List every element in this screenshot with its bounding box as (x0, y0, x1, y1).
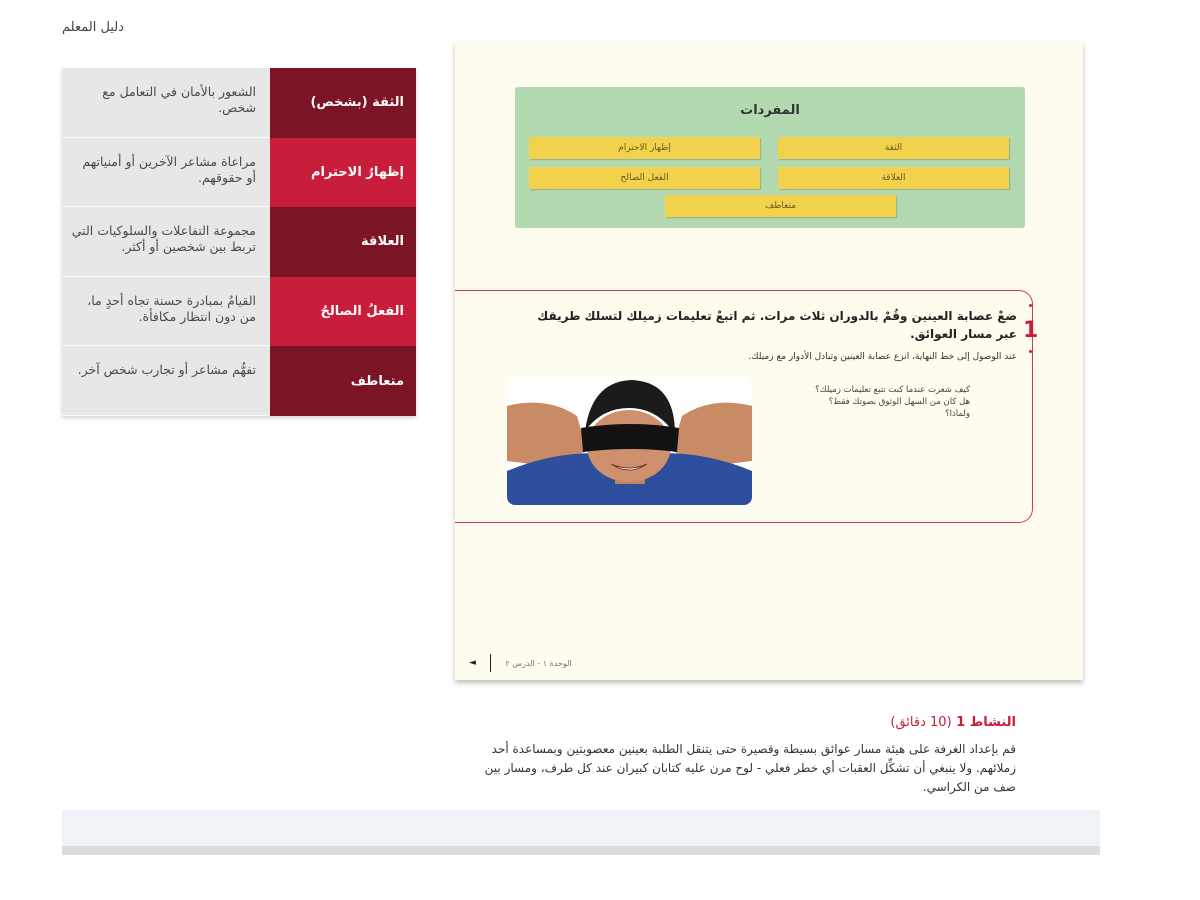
glossary-term-label: متعاطف (350, 373, 404, 389)
glossary-row (62, 277, 416, 347)
glossary-definition: القيامُ بمبادرة حسنة تجاه أحدٍ ما، من دون انتظار مكافأة. (62, 277, 270, 347)
book-footer-text: الوحدة ١ - الدرس ٢ (505, 658, 572, 668)
footer-divider (490, 654, 492, 672)
glossary-term-label: العلاقة (361, 234, 404, 250)
glossary-row (62, 68, 416, 138)
vocabulary-title: المفردات (740, 103, 800, 118)
glossary-term-label: إظهارُ الاحترام (310, 164, 404, 180)
glossary-term (270, 68, 416, 138)
photo-illustration (507, 376, 752, 505)
vocab-chip: إظهار الاحترام (529, 137, 760, 159)
activity-instruction: عند الوصول إلى خط النهاية، انزع عصابة العينين وتبادل الأدوار مع زميلك. (748, 352, 1017, 362)
glossary-term (270, 277, 416, 347)
glossary-term (270, 207, 416, 277)
page-arrow-icon: ◄ (469, 658, 476, 668)
activity-duration: (10 دقائق) (890, 715, 952, 730)
vocab-chip: متعاطف (665, 195, 896, 217)
glossary-definition: الشعور بالأمان في التعامل مع شخص. (62, 68, 270, 138)
glossary-row (62, 346, 416, 416)
glossary-term-label: الثقة (بشخص) (310, 95, 404, 111)
blindfolded-child-photo (507, 376, 752, 505)
activity-label: النشاط 1 (956, 715, 1016, 730)
activity-dot (1029, 350, 1032, 353)
glossary-table (62, 68, 416, 416)
teacher-activity-title (460, 715, 1016, 730)
vocab-chip: الثقة (778, 137, 1009, 159)
glossary-term (270, 138, 416, 208)
guide-title: دليل المعلم (62, 20, 124, 35)
bottom-scroll-strip (62, 846, 1100, 855)
glossary-row (62, 207, 416, 277)
student-book-page (455, 42, 1083, 680)
teacher-activity-body: قم بإعداد الغرفة على هيئة مسار عوائق بسيطة وقصيرة حتى يتنقل الطلبة بعينين معصوبتين وبمساعدة أحد زملائهم. ولا ينبغي أن تشكِّل العقبات أي خطر فعلي - لوح مرن عليه كتابان كبيران عند كل طرف، ومسار بين صف من الكراسي. (484, 742, 1016, 794)
glossary-definition: مراعاة مشاعر الآخرين أو أمنياتهم أو حقوقهم. (62, 138, 270, 208)
activity-number: 1 (1023, 318, 1039, 343)
activity-questions: كيف شعرت عندما كنت تتبع تعليمات زميلك؟ هل كان من السهل الوثوق بصوتك فقط؟ ولماذا؟ (815, 385, 970, 419)
activity-heading: ضعْ عصابة العينين وقُمْ بالدوران ثلاث مرات. ثم اتبعْ تعليمات زميلك لتسلك طريقك عبر مسار العوائق. (537, 309, 1017, 341)
vocabulary-box (515, 87, 1025, 228)
bottom-band (62, 810, 1100, 846)
glossary-row (62, 138, 416, 208)
glossary-definition: تفهُّم مشاعر أو تجارب شخص آخر. (62, 346, 270, 416)
glossary-definition: مجموعة التفاعلات والسلوكيات التي تربط بين شخصين أو أكثر. (62, 207, 270, 277)
glossary-term (270, 346, 416, 416)
vocab-chip: الفعل الصالح (529, 167, 760, 189)
book-footer (469, 654, 572, 672)
glossary-term-label: الفعلُ الصالحُ (320, 304, 404, 320)
vocab-chip: العلاقة (778, 167, 1009, 189)
activity-dot (1029, 304, 1032, 307)
